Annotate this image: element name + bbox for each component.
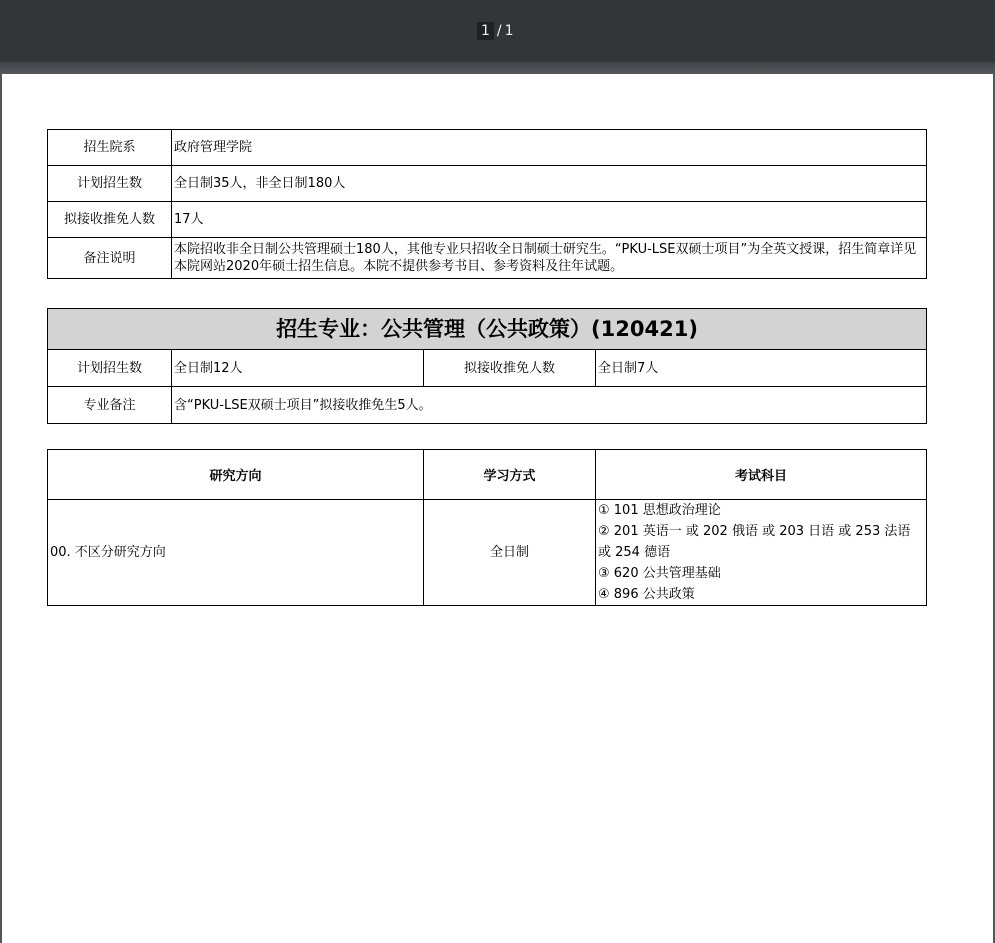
recommend-value: 17人 <box>172 202 927 238</box>
major-table <box>47 308 927 424</box>
subject-item: ③ 620 公共管理基础 <box>598 566 721 581</box>
direction-cell: 00. 不区分研究方向 <box>48 500 424 606</box>
major-recommend-value: 全日制7人 <box>596 350 927 387</box>
major-plan-value: 全日制12人 <box>172 350 424 387</box>
table-row <box>48 238 927 279</box>
remark-label: 备注说明 <box>48 238 172 279</box>
page-number-input[interactable]: 1 <box>477 22 494 40</box>
pdf-toolbar <box>0 0 995 62</box>
direction-header: 研究方向 <box>48 450 424 500</box>
table-row <box>48 130 927 166</box>
page-total: 1 <box>504 23 514 39</box>
table-header-row <box>48 450 927 500</box>
mode-cell: 全日制 <box>424 500 596 606</box>
major-note-value: 含“PKU-LSE双硕士项目”拟接收推免生5人。 <box>172 387 927 424</box>
toolbar-shadow <box>0 62 995 74</box>
table-row <box>48 387 927 424</box>
major-plan-label: 计划招生数 <box>48 350 172 387</box>
recommend-label: 拟接收推免人数 <box>48 202 172 238</box>
subject-item: ② 201 英语一 或 202 俄语 或 203 日语 或 253 法语 或 254 德语 <box>598 524 911 560</box>
dept-label: 招生院系 <box>48 130 172 166</box>
major-title: 招生专业：公共管理（公共政策）(120421) <box>48 309 927 350</box>
subject-item: ① 101 思想政治理论 <box>598 503 721 518</box>
department-info-table <box>47 129 927 279</box>
page-indicator <box>477 20 514 42</box>
remark-value: 本院招收非全日制公共管理硕士180人，其他专业只招收全日制硕士研究生。“PKU-LSE双硕士项目”为全英文授课，招生简章详见本院网站2020年硕士招生信息。本院不提供参考书目、参考资料及往年试题。 <box>172 238 927 279</box>
mode-header: 学习方式 <box>424 450 596 500</box>
table-row <box>48 350 927 387</box>
research-direction-table <box>47 449 927 606</box>
table-row <box>48 202 927 238</box>
subject-item: ④ 896 公共政策 <box>598 587 695 602</box>
table-row <box>48 166 927 202</box>
page-separator: / <box>496 23 502 39</box>
subjects-cell <box>596 500 927 606</box>
table-row <box>48 500 927 606</box>
major-note-label: 专业备注 <box>48 387 172 424</box>
pdf-page <box>2 74 993 943</box>
dept-value: 政府管理学院 <box>172 130 927 166</box>
plan-label: 计划招生数 <box>48 166 172 202</box>
subjects-header: 考试科目 <box>596 450 927 500</box>
table-row <box>48 309 927 350</box>
major-recommend-label: 拟接收推免人数 <box>424 350 596 387</box>
plan-value: 全日制35人，非全日制180人 <box>172 166 927 202</box>
